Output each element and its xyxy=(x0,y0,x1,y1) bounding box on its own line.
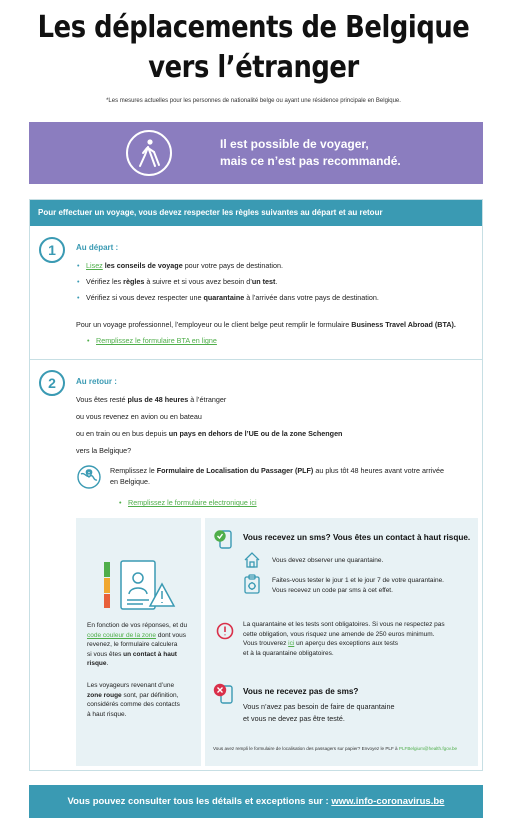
page-subtitle: *Les mesures actuelles pour les personnes de nationalité belge ou ayant une résidence principale en Belgique. xyxy=(106,98,401,104)
paper-form-note: Vous avez rempli le formulaire de localisation des passagers sur papier? Envoyez le PLF à PLFBelgium@health.fgov.be xyxy=(213,746,458,751)
list-item xyxy=(86,333,217,349)
test-text: Faites-vous tester le jour 1 et le jour 7 de votre quarantaine. Vous recevez un code par sms à cet effet. xyxy=(272,577,444,594)
exceptions-link[interactable]: ici xyxy=(288,640,295,647)
alert-icon xyxy=(216,622,234,645)
departure-lead: Au départ : xyxy=(76,243,119,252)
plf-text: Remplissez le Formulaire de Localisation du Passager (PLF) au plus tôt 48 heures avant votre arrivée en Belgique. xyxy=(110,466,444,486)
panel-right xyxy=(205,518,478,766)
step-number: 1 xyxy=(39,237,65,263)
footer-banner: Vous pouvez consulter tous les détails et exceptions sur : www.info-coronavirus.be xyxy=(29,785,483,818)
quarantine-text: Vous devez observer une quarantaine. xyxy=(272,557,384,564)
travel-advice-link[interactable]: Lisez xyxy=(86,261,103,270)
phone-cross-icon xyxy=(213,682,235,711)
return-lead: Au retour : xyxy=(76,377,117,386)
red-zone-explanation: Les voyageurs revenant d’une zone rouge sont, par définition, considérés comme des contacts à haut risque. xyxy=(87,682,180,718)
plf-form-link[interactable]: Remplissez le formulaire electronique ici xyxy=(128,498,257,507)
banner-text: Il est possible de voyager, mais ce n’est pas recommandé. xyxy=(220,137,401,168)
sms-yes-title: Vous recevez un sms? Vous êtes un contact à haut risque. xyxy=(243,533,471,542)
plf-list xyxy=(118,495,257,511)
list-item: • Vérifiez les règles à suivre et si vous avez besoin d’un test. xyxy=(76,274,379,290)
rules-card xyxy=(29,199,483,771)
info-panel xyxy=(76,518,478,766)
card-heading: Pour effectuer un voyage, vous devez respecter les règles suivantes au départ et au retour xyxy=(30,200,482,226)
sms-no-title: Vous ne recevez pas de sms? xyxy=(243,687,359,696)
plf-email-link[interactable]: PLFBelgium@health.fgov.be xyxy=(398,746,458,751)
list-item xyxy=(118,495,257,511)
bta-list xyxy=(86,333,217,349)
test-clipboard-icon xyxy=(243,574,261,599)
bta-form-link[interactable]: Remplissez le formulaire BTA en ligne xyxy=(96,336,217,345)
zone-explanation: En fonction de vos réponses, et du code couleur de la zone dont vous revenez, le formulaire calculera si vous êtes un contact à haut risque. xyxy=(87,622,188,667)
house-icon xyxy=(243,551,261,574)
phone-check-icon xyxy=(214,528,234,555)
alert-text: La quarantaine et les tests sont obligatoires. Si vous ne respectez pas cette obligation, vous risquez une amende de 250 euros minimum. Vous trouverez ici un aperçu des exceptions aux tests et à la quarantaine obligatoires. xyxy=(243,621,445,657)
departure-list xyxy=(76,258,379,306)
form-warning-icon xyxy=(118,558,176,619)
walking-person-icon xyxy=(126,130,172,176)
step-number: 2 xyxy=(39,370,65,396)
section-divider xyxy=(30,359,482,360)
map-pin-icon xyxy=(76,464,102,499)
info-coronavirus-link[interactable]: www.info-coronavirus.be xyxy=(331,796,445,807)
return-conditions: Vous êtes resté plus de 48 heures à l’étranger ou vous revenez en avion ou en bateau ou en train ou en bus depuis un pays en dehors de l’UE ou de la zone Schengen vers la Belgique? xyxy=(76,395,343,455)
zone-color-bar xyxy=(104,562,110,608)
bta-text: Pour un voyage professionnel, l’employeur ou le client belge peut remplir le formulaire Business Travel Abroad (BTA). xyxy=(76,320,456,329)
list-item: • Vérifiez si vous devez respecter une quarantaine à l’arrivée dans votre pays de destination. xyxy=(76,290,379,306)
advice-banner xyxy=(29,122,483,184)
sms-no-text: Vous n’avez pas besoin de faire de quarantaine et vous ne devez pas être testé. xyxy=(243,702,395,723)
panel-left xyxy=(76,518,201,766)
page-title: Les déplacements de Belgique vers l’étranger xyxy=(37,10,470,85)
list-item: • Lisez les conseils de voyage pour votre pays de destination. xyxy=(76,258,379,274)
zone-color-link[interactable]: code couleur de la zone xyxy=(87,631,157,639)
